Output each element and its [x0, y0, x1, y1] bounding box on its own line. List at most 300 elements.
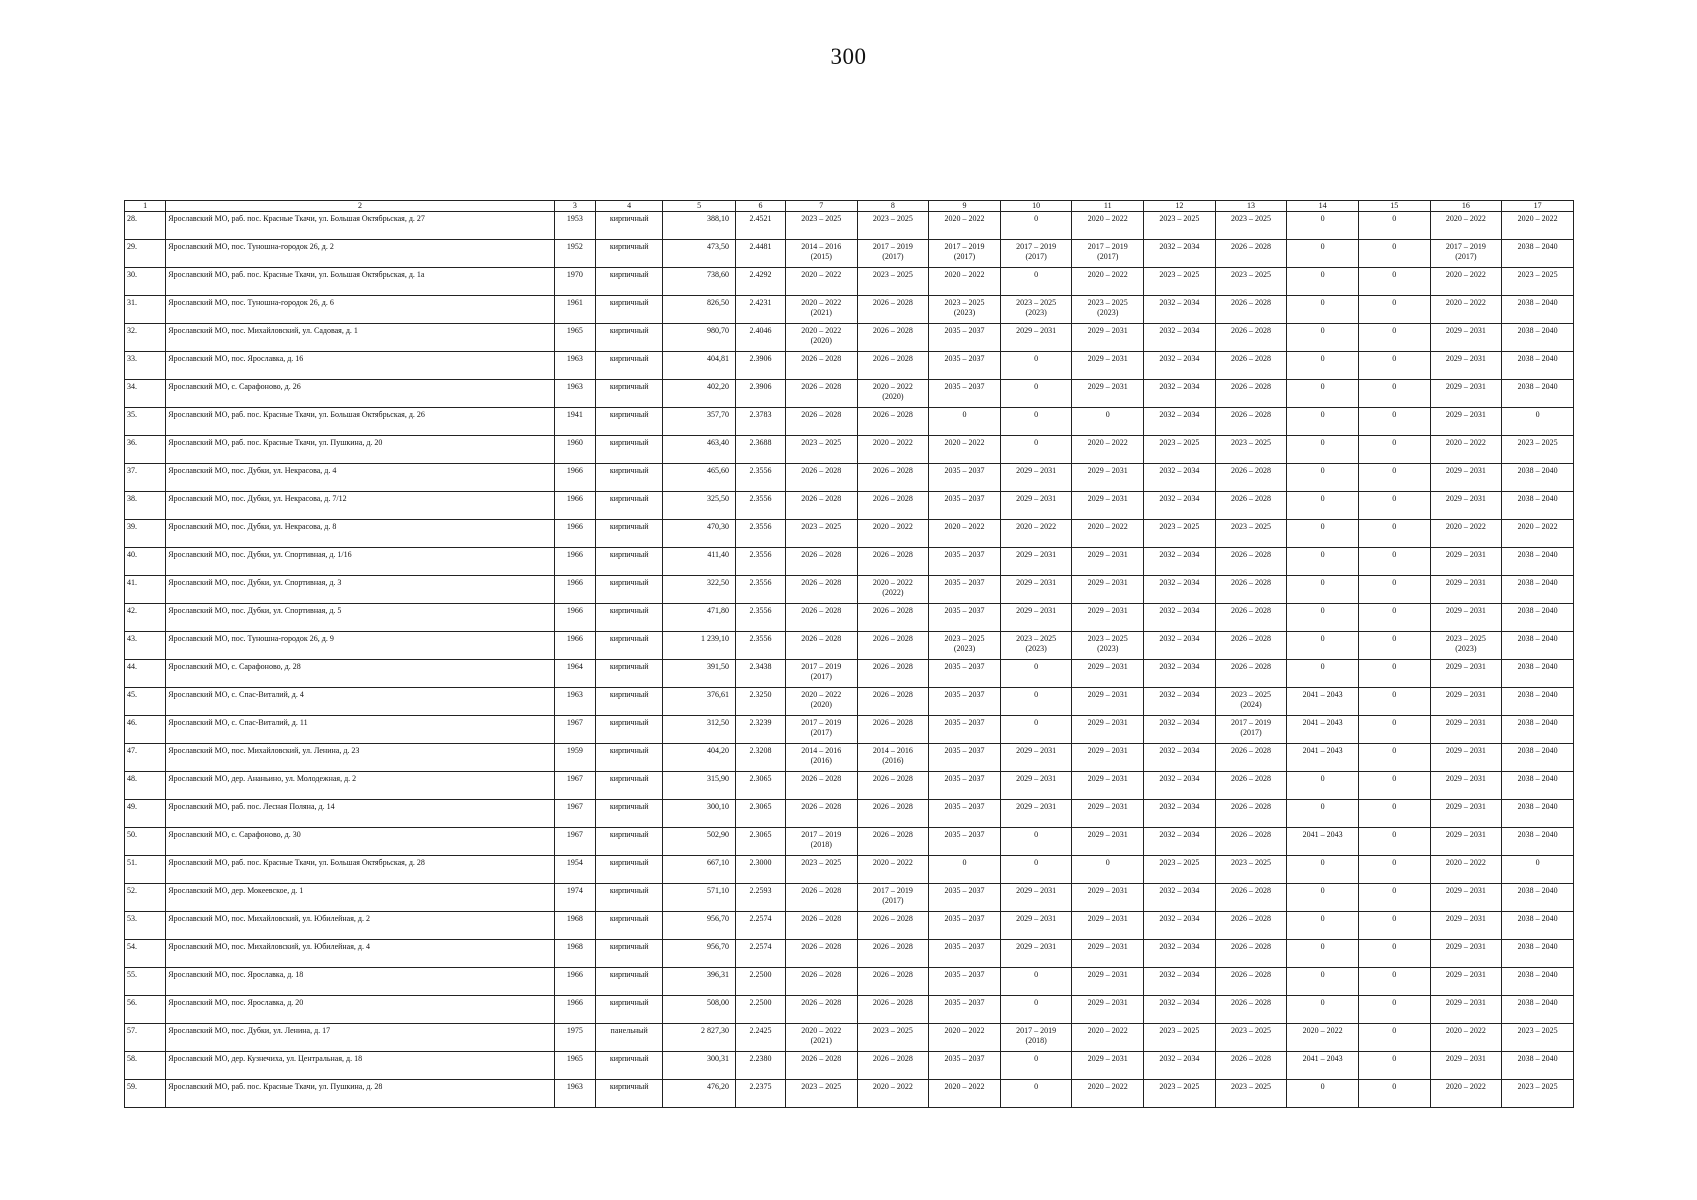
index-cell: 2.3208: [736, 744, 786, 772]
schedule-cell: 2029 – 2031: [1430, 576, 1502, 604]
schedule-cell: 0: [1287, 604, 1359, 632]
table-row: [125, 744, 1574, 772]
schedule-cell: 2029 – 2031: [1072, 912, 1144, 940]
schedule-cell: 2023 – 2025: [1144, 520, 1216, 548]
material-cell: кирпичный: [596, 408, 663, 436]
schedule-cell: 2029 – 2031: [1072, 688, 1144, 716]
area-cell: 571,10: [663, 884, 736, 912]
schedule-cell: 2038 – 2040: [1502, 828, 1574, 856]
schedule-cell: 0: [1287, 436, 1359, 464]
year-cell: 1965: [554, 324, 595, 352]
schedule-cell: 2035 – 2037: [929, 604, 1001, 632]
schedule-cell: 2038 – 2040: [1502, 548, 1574, 576]
address-cell: Ярославский МО, пос. Дубки, ул. Некрасова, д. 8: [166, 520, 555, 548]
column-header: 10: [1000, 201, 1072, 212]
schedule-cell: 2032 – 2034: [1144, 912, 1216, 940]
schedule-cell: 0: [1000, 408, 1072, 436]
schedule-cell: 2023 – 2025: [1502, 268, 1574, 296]
year-cell: 1966: [554, 604, 595, 632]
schedule-cell: 2020 – 2022: [929, 1080, 1001, 1108]
schedule-cell: 2023 – 2025: [857, 1024, 929, 1052]
schedule-cell: 0: [1000, 436, 1072, 464]
schedule-cell: 2026 – 2028: [785, 380, 857, 408]
schedule-cell: 2020 – 2022: [1072, 1024, 1144, 1052]
schedule-cell: 2023 – 2025: [785, 436, 857, 464]
schedule-cell: 2029 – 2031: [1000, 884, 1072, 912]
schedule-cell: 2020 – 2022 (2020): [785, 324, 857, 352]
row-number: 35.: [125, 408, 166, 436]
table-row: [125, 268, 1574, 296]
schedule-cell: 2017 – 2019 (2017): [785, 660, 857, 688]
area-cell: 471,80: [663, 604, 736, 632]
schedule-cell: 2026 – 2028: [785, 1052, 857, 1080]
schedule-cell: 0: [1000, 828, 1072, 856]
schedule-cell: 2026 – 2028: [785, 492, 857, 520]
schedule-cell: 2029 – 2031: [1430, 828, 1502, 856]
schedule-cell: 2020 – 2022: [1430, 212, 1502, 240]
address-cell: Ярославский МО, раб. пос. Красные Ткачи, ул. Пушкина, д. 20: [166, 436, 555, 464]
area-cell: 476,20: [663, 1080, 736, 1108]
schedule-cell: 2038 – 2040: [1502, 1052, 1574, 1080]
schedule-cell: 2029 – 2031: [1072, 772, 1144, 800]
material-cell: кирпичный: [596, 800, 663, 828]
table-row: [125, 408, 1574, 436]
year-cell: 1961: [554, 296, 595, 324]
material-cell: кирпичный: [596, 940, 663, 968]
schedule-cell: 2023 – 2025: [1215, 268, 1287, 296]
schedule-cell: 0: [1358, 1024, 1430, 1052]
schedule-cell: 2032 – 2034: [1144, 296, 1216, 324]
schedule-cell: 2029 – 2031: [1000, 744, 1072, 772]
schedule-cell: 0: [1287, 884, 1359, 912]
schedule-cell: 2023 – 2025 (2023): [1000, 296, 1072, 324]
schedule-cell: 2035 – 2037: [929, 1052, 1001, 1080]
table-row: [125, 716, 1574, 744]
table-row: [125, 660, 1574, 688]
column-header: 4: [596, 201, 663, 212]
schedule-cell: 2026 – 2028: [1215, 548, 1287, 576]
schedule-cell: 0: [1000, 688, 1072, 716]
schedule-cell: 0: [1287, 492, 1359, 520]
schedule-cell: 0: [1358, 940, 1430, 968]
schedule-cell: 2029 – 2031: [1430, 940, 1502, 968]
schedule-cell: 2020 – 2022: [1430, 856, 1502, 884]
schedule-cell: 2029 – 2031: [1000, 492, 1072, 520]
schedule-cell: 0: [1358, 380, 1430, 408]
schedule-cell: 2017 – 2019 (2017): [1215, 716, 1287, 744]
index-cell: 2.3065: [736, 772, 786, 800]
schedule-cell: 0: [1502, 856, 1574, 884]
schedule-cell: 2035 – 2037: [929, 828, 1001, 856]
schedule-cell: 2029 – 2031: [1072, 968, 1144, 996]
schedule-cell: 0: [1000, 856, 1072, 884]
row-number: 28.: [125, 212, 166, 240]
schedule-cell: 2032 – 2034: [1144, 408, 1216, 436]
schedule-cell: 2020 – 2022: [1000, 520, 1072, 548]
row-number: 50.: [125, 828, 166, 856]
schedule-cell: 2029 – 2031: [1430, 380, 1502, 408]
schedule-cell: 2029 – 2031: [1430, 548, 1502, 576]
material-cell: кирпичный: [596, 632, 663, 660]
schedule-cell: 2035 – 2037: [929, 548, 1001, 576]
schedule-cell: 2029 – 2031: [1072, 800, 1144, 828]
index-cell: 2.3250: [736, 688, 786, 716]
year-cell: 1966: [554, 520, 595, 548]
table-body: [125, 212, 1574, 1108]
column-header: 2: [166, 201, 555, 212]
schedule-cell: 2023 – 2025: [1502, 436, 1574, 464]
row-number: 31.: [125, 296, 166, 324]
column-header: 6: [736, 201, 786, 212]
material-cell: кирпичный: [596, 1080, 663, 1108]
index-cell: 2.2375: [736, 1080, 786, 1108]
schedule-cell: 2029 – 2031: [1072, 576, 1144, 604]
schedule-cell: 2026 – 2028: [1215, 660, 1287, 688]
schedule-cell: 2029 – 2031: [1430, 660, 1502, 688]
year-cell: 1965: [554, 1052, 595, 1080]
index-cell: 2.2425: [736, 1024, 786, 1052]
schedule-cell: 2026 – 2028: [1215, 464, 1287, 492]
schedule-cell: 0: [1358, 1052, 1430, 1080]
schedule-cell: 2023 – 2025: [1144, 212, 1216, 240]
table-row: [125, 212, 1574, 240]
area-cell: 391,50: [663, 660, 736, 688]
schedule-cell: 0: [1358, 212, 1430, 240]
schedule-cell: 0: [1358, 800, 1430, 828]
schedule-cell: 2026 – 2028: [1215, 828, 1287, 856]
area-cell: 738,60: [663, 268, 736, 296]
schedule-cell: 2026 – 2028: [857, 772, 929, 800]
schedule-cell: 2026 – 2028: [785, 968, 857, 996]
schedule-cell: 2029 – 2031: [1430, 464, 1502, 492]
index-cell: 2.3783: [736, 408, 786, 436]
schedule-cell: 2023 – 2025: [785, 1080, 857, 1108]
schedule-cell: 0: [1000, 968, 1072, 996]
schedule-cell: 2026 – 2028: [785, 408, 857, 436]
area-cell: 956,70: [663, 912, 736, 940]
schedule-cell: 0: [1358, 576, 1430, 604]
schedule-cell: 0: [1358, 660, 1430, 688]
schedule-cell: 2026 – 2028: [857, 1052, 929, 1080]
year-cell: 1974: [554, 884, 595, 912]
schedule-cell: 2023 – 2025: [785, 212, 857, 240]
schedule-cell: 2029 – 2031: [1000, 324, 1072, 352]
schedule-cell: 0: [1358, 716, 1430, 744]
schedule-cell: 2020 – 2022: [1430, 296, 1502, 324]
material-cell: кирпичный: [596, 296, 663, 324]
index-cell: 2.2500: [736, 968, 786, 996]
schedule-cell: 2026 – 2028: [857, 688, 929, 716]
schedule-cell: 2032 – 2034: [1144, 492, 1216, 520]
year-cell: 1941: [554, 408, 595, 436]
schedule-cell: 2038 – 2040: [1502, 296, 1574, 324]
area-cell: 463,40: [663, 436, 736, 464]
row-number: 36.: [125, 436, 166, 464]
schedule-cell: 2029 – 2031: [1430, 744, 1502, 772]
area-cell: 667,10: [663, 856, 736, 884]
schedule-cell: 2035 – 2037: [929, 800, 1001, 828]
table-row: [125, 352, 1574, 380]
schedule-cell: 2038 – 2040: [1502, 884, 1574, 912]
schedule-cell: 2029 – 2031: [1430, 688, 1502, 716]
row-number: 56.: [125, 996, 166, 1024]
material-cell: кирпичный: [596, 716, 663, 744]
schedule-cell: 0: [1287, 212, 1359, 240]
schedule-cell: 2029 – 2031: [1430, 968, 1502, 996]
schedule-cell: 2029 – 2031: [1430, 884, 1502, 912]
schedule-cell: 0: [1000, 660, 1072, 688]
schedule-cell: 2029 – 2031: [1072, 352, 1144, 380]
schedule-cell: 2020 – 2022: [1430, 436, 1502, 464]
schedule-cell: 0: [1358, 856, 1430, 884]
index-cell: 2.3000: [736, 856, 786, 884]
area-cell: 404,81: [663, 352, 736, 380]
area-cell: 473,50: [663, 240, 736, 268]
schedule-cell: 2020 – 2022: [1502, 520, 1574, 548]
row-number: 37.: [125, 464, 166, 492]
year-cell: 1975: [554, 1024, 595, 1052]
address-cell: Ярославский МО, пос. Туношна-городок 26, д. 9: [166, 632, 555, 660]
table-row: [125, 940, 1574, 968]
schedule-cell: 2020 – 2022: [1430, 1024, 1502, 1052]
column-header: 1: [125, 201, 166, 212]
year-cell: 1959: [554, 744, 595, 772]
schedule-cell: 0: [1287, 548, 1359, 576]
row-number: 44.: [125, 660, 166, 688]
table-row: [125, 996, 1574, 1024]
schedule-cell: 2020 – 2022: [929, 520, 1001, 548]
schedule-cell: 2035 – 2037: [929, 912, 1001, 940]
schedule-cell: 0: [929, 856, 1001, 884]
material-cell: кирпичный: [596, 856, 663, 884]
schedule-cell: 2026 – 2028: [785, 800, 857, 828]
year-cell: 1966: [554, 464, 595, 492]
schedule-cell: 2020 – 2022: [929, 436, 1001, 464]
row-number: 41.: [125, 576, 166, 604]
schedule-cell: 2026 – 2028: [785, 884, 857, 912]
schedule-cell: 2038 – 2040: [1502, 688, 1574, 716]
schedule-cell: 2038 – 2040: [1502, 996, 1574, 1024]
schedule-cell: 2026 – 2028: [857, 604, 929, 632]
schedule-cell: 0: [1358, 604, 1430, 632]
schedule-cell: 0: [1358, 772, 1430, 800]
schedule-cell: 0: [1287, 576, 1359, 604]
schedule-cell: 2026 – 2028: [1215, 912, 1287, 940]
schedule-cell: 2026 – 2028: [857, 408, 929, 436]
schedule-cell: 2017 – 2019 (2017): [857, 884, 929, 912]
schedule-cell: 2038 – 2040: [1502, 660, 1574, 688]
schedule-cell: 2026 – 2028: [1215, 408, 1287, 436]
row-number: 51.: [125, 856, 166, 884]
schedule-cell: 2029 – 2031: [1000, 576, 1072, 604]
material-cell: кирпичный: [596, 548, 663, 576]
schedule-cell: 0: [1287, 940, 1359, 968]
schedule-cell: 2026 – 2028: [785, 912, 857, 940]
schedule-cell: 0: [1000, 352, 1072, 380]
year-cell: 1954: [554, 856, 595, 884]
schedule-cell: 2035 – 2037: [929, 660, 1001, 688]
schedule-cell: 0: [1287, 1080, 1359, 1108]
row-number: 59.: [125, 1080, 166, 1108]
schedule-cell: 2029 – 2031: [1430, 1052, 1502, 1080]
material-cell: панельный: [596, 1024, 663, 1052]
schedule-cell: 2038 – 2040: [1502, 604, 1574, 632]
table-row: [125, 436, 1574, 464]
table-row: [125, 464, 1574, 492]
schedule-cell: 2029 – 2031: [1072, 744, 1144, 772]
column-header: 16: [1430, 201, 1502, 212]
schedule-cell: 2026 – 2028: [1215, 352, 1287, 380]
schedule-cell: 2041 – 2043: [1287, 716, 1359, 744]
year-cell: 1967: [554, 800, 595, 828]
schedule-cell: 2026 – 2028: [785, 576, 857, 604]
schedule-cell: 2020 – 2022: [1430, 268, 1502, 296]
address-cell: Ярославский МО, с. Спас-Виталий, д. 11: [166, 716, 555, 744]
schedule-cell: 2020 – 2022: [857, 856, 929, 884]
row-number: 32.: [125, 324, 166, 352]
schedule-cell: 2026 – 2028: [857, 660, 929, 688]
schedule-cell: 2038 – 2040: [1502, 744, 1574, 772]
address-cell: Ярославский МО, пос. Ярославка, д. 20: [166, 996, 555, 1024]
table-row: [125, 800, 1574, 828]
row-number: 57.: [125, 1024, 166, 1052]
schedule-cell: 2026 – 2028: [785, 772, 857, 800]
schedule-cell: 2020 – 2022: [1287, 1024, 1359, 1052]
schedule-cell: 2023 – 2025: [785, 856, 857, 884]
schedule-cell: 0: [1287, 296, 1359, 324]
column-header: 8: [857, 201, 929, 212]
schedule-cell: 0: [1358, 296, 1430, 324]
area-cell: 388,10: [663, 212, 736, 240]
schedule-cell: 2020 – 2022: [1072, 520, 1144, 548]
row-number: 40.: [125, 548, 166, 576]
schedule-cell: 2035 – 2037: [929, 688, 1001, 716]
schedule-cell: 2023 – 2025 (2023): [929, 296, 1001, 324]
year-cell: 1960: [554, 436, 595, 464]
schedule-cell: 2026 – 2028: [857, 492, 929, 520]
schedule-cell: 2026 – 2028: [1215, 380, 1287, 408]
schedule-cell: 2023 – 2025: [1144, 856, 1216, 884]
schedule-cell: 2029 – 2031: [1430, 324, 1502, 352]
schedule-cell: 0: [1000, 1052, 1072, 1080]
schedule-cell: 2020 – 2022 (2021): [785, 296, 857, 324]
schedule-cell: 2023 – 2025: [1144, 436, 1216, 464]
year-cell: 1963: [554, 1080, 595, 1108]
schedule-cell: 2038 – 2040: [1502, 464, 1574, 492]
schedule-cell: 2041 – 2043: [1287, 1052, 1359, 1080]
schedule-cell: 2032 – 2034: [1144, 324, 1216, 352]
schedule-cell: 0: [1358, 632, 1430, 660]
schedule-cell: 2020 – 2022: [785, 268, 857, 296]
address-cell: Ярославский МО, пос. Дубки, ул. Спортивная, д. 1/16: [166, 548, 555, 576]
row-number: 52.: [125, 884, 166, 912]
address-cell: Ярославский МО, раб. пос. Красные Ткачи, ул. Пушкина, д. 28: [166, 1080, 555, 1108]
schedule-cell: 2020 – 2022: [1072, 212, 1144, 240]
schedule-cell: 2038 – 2040: [1502, 576, 1574, 604]
schedule-cell: 2023 – 2025: [1215, 520, 1287, 548]
index-cell: 2.4231: [736, 296, 786, 324]
schedule-cell: 2026 – 2028: [857, 548, 929, 576]
schedule-cell: 2026 – 2028: [857, 296, 929, 324]
schedule-cell: 2032 – 2034: [1144, 548, 1216, 576]
schedule-cell: 2026 – 2028: [1215, 884, 1287, 912]
material-cell: кирпичный: [596, 744, 663, 772]
address-cell: Ярославский МО, пос. Михайловский, ул. Ленина, д. 23: [166, 744, 555, 772]
schedule-cell: 2035 – 2037: [929, 352, 1001, 380]
address-cell: Ярославский МО, пос. Дубки, ул. Ленина, д. 17: [166, 1024, 555, 1052]
schedule-cell: 2038 – 2040: [1502, 632, 1574, 660]
schedule-cell: 0: [1287, 856, 1359, 884]
schedule-cell: 2029 – 2031: [1072, 940, 1144, 968]
schedule-cell: 2032 – 2034: [1144, 744, 1216, 772]
schedule-cell: 2032 – 2034: [1144, 464, 1216, 492]
schedule-cell: 2038 – 2040: [1502, 716, 1574, 744]
area-cell: 411,40: [663, 548, 736, 576]
schedule-cell: 2023 – 2025 (2024): [1215, 688, 1287, 716]
schedule-cell: 2020 – 2022: [929, 212, 1001, 240]
schedule-cell: 2032 – 2034: [1144, 828, 1216, 856]
year-cell: 1963: [554, 380, 595, 408]
row-number: 39.: [125, 520, 166, 548]
table-row: [125, 688, 1574, 716]
schedule-cell: 2035 – 2037: [929, 772, 1001, 800]
address-cell: Ярославский МО, дер. Ананьино, ул. Молодежная, д. 2: [166, 772, 555, 800]
address-cell: Ярославский МО, с. Спас-Виталий, д. 4: [166, 688, 555, 716]
material-cell: кирпичный: [596, 828, 663, 856]
schedule-cell: 2029 – 2031: [1000, 772, 1072, 800]
index-cell: 2.4046: [736, 324, 786, 352]
schedule-cell: 2020 – 2022: [1072, 268, 1144, 296]
schedule-cell: 2029 – 2031: [1000, 912, 1072, 940]
schedule-cell: 2029 – 2031: [1430, 492, 1502, 520]
address-cell: Ярославский МО, пос. Туношна-городок 26, д. 6: [166, 296, 555, 324]
schedule-cell: 2026 – 2028: [1215, 576, 1287, 604]
schedule-cell: 2038 – 2040: [1502, 240, 1574, 268]
area-cell: 826,50: [663, 296, 736, 324]
column-header: 3: [554, 201, 595, 212]
table-row: [125, 604, 1574, 632]
index-cell: 2.3556: [736, 464, 786, 492]
column-header: 11: [1072, 201, 1144, 212]
column-header: 9: [929, 201, 1001, 212]
schedule-cell: 2035 – 2037: [929, 492, 1001, 520]
material-cell: кирпичный: [596, 688, 663, 716]
address-cell: Ярославский МО, пос. Дубки, ул. Некрасова, д. 7/12: [166, 492, 555, 520]
index-cell: 2.3239: [736, 716, 786, 744]
row-number: 46.: [125, 716, 166, 744]
index-cell: 2.3906: [736, 380, 786, 408]
row-number: 38.: [125, 492, 166, 520]
schedule-cell: 2026 – 2028: [1215, 772, 1287, 800]
address-cell: Ярославский МО, раб. пос. Красные Ткачи, ул. Большая Октябрьская, д. 28: [166, 856, 555, 884]
schedule-cell: 2032 – 2034: [1144, 996, 1216, 1024]
schedule-cell: 2023 – 2025: [1215, 1080, 1287, 1108]
column-header: 5: [663, 201, 736, 212]
schedule-cell: 2029 – 2031: [1072, 828, 1144, 856]
schedule-cell: 0: [1000, 996, 1072, 1024]
schedule-cell: 0: [1287, 632, 1359, 660]
schedule-cell: 2035 – 2037: [929, 996, 1001, 1024]
schedule-cell: 2026 – 2028: [785, 604, 857, 632]
schedule-cell: 2029 – 2031: [1430, 408, 1502, 436]
schedule-cell: 2023 – 2025 (2023): [1430, 632, 1502, 660]
schedule-cell: 2038 – 2040: [1502, 968, 1574, 996]
area-cell: 956,70: [663, 940, 736, 968]
year-cell: 1953: [554, 212, 595, 240]
table-row: [125, 296, 1574, 324]
address-cell: Ярославский МО, пос. Туношна-городок 26, д. 2: [166, 240, 555, 268]
schedule-cell: 2014 – 2016 (2016): [857, 744, 929, 772]
